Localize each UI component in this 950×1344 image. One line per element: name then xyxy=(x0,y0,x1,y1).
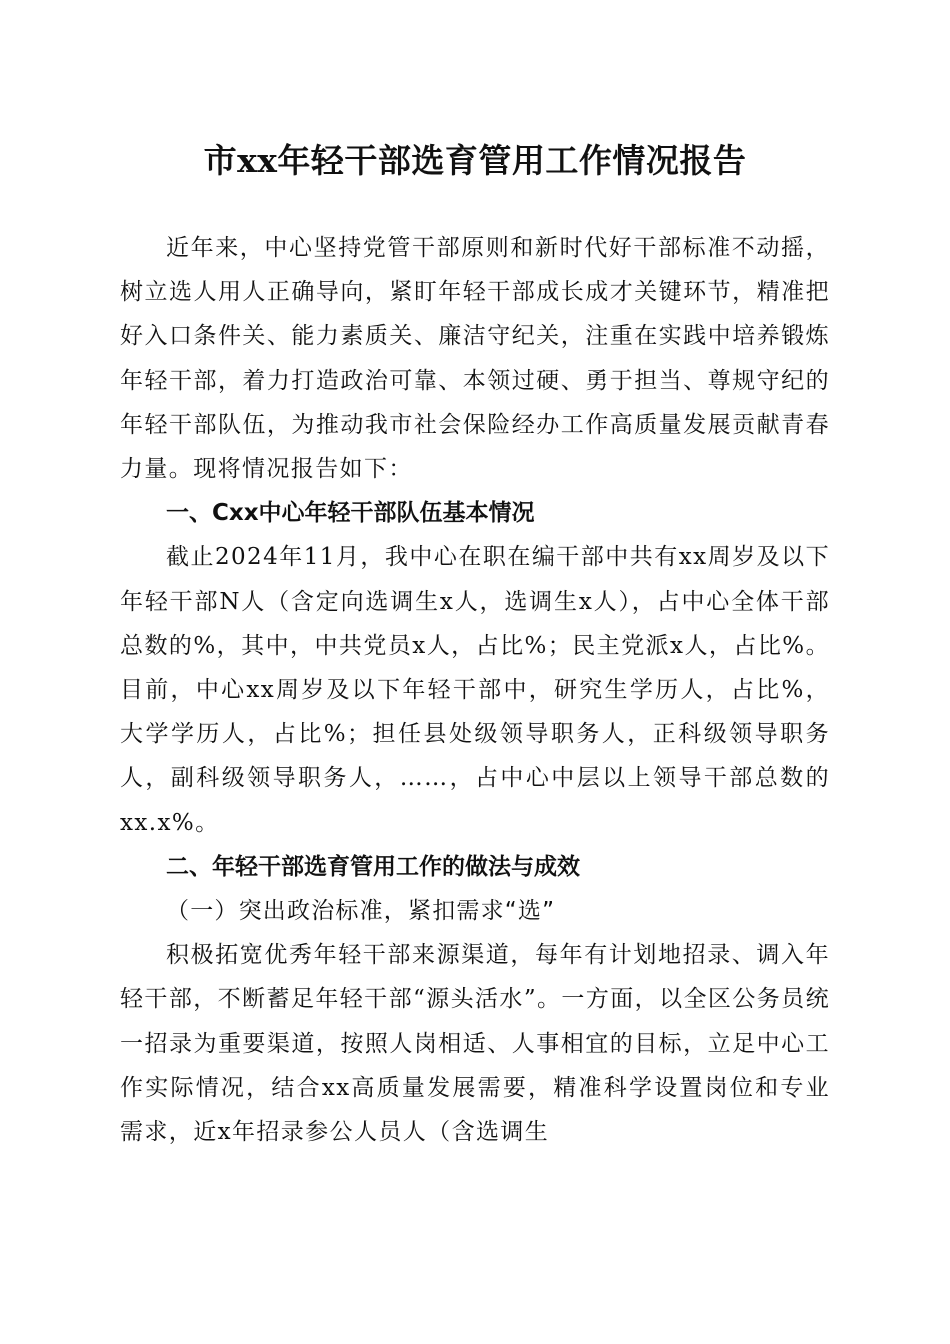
section-1-heading: 一、Cxx中心年轻干部队伍基本情况 xyxy=(166,500,535,527)
intro-paragraph: 近年来，中心坚持党管干部原则和新时代好干部标准不动摇，树立选人用人正确导向，紧盯年轻干部成长成才关键环节，精准把好入口条件关、能力素质关、廉洁守纪关，注重在实践中培养锻炼年轻干部，着力打造政治可靠、本领过硬、勇于担当、尊规守纪的年轻干部队伍，为推动我市社会保险经办工作高质量发展贡献青春力量。现将情况报告如下： xyxy=(120,235,830,483)
section-2-heading: 二、年轻干部选育管用工作的做法与成效 xyxy=(166,853,580,880)
document-body xyxy=(120,226,830,1154)
section-1-paragraph: 截止2024年11月，我中心在职在编干部中共有xx周岁及以下年轻干部N人（含定向选调生x人，选调生x人），占中心全体干部总数的%，其中，中共党员x人，占比%；民主党派x人，占比%。目前，中心xx周岁及以下年轻干部中，研究生学历人，占比%，大学学历人，占比%；担任县处级领导职务人，正科级领导职务人，副科级领导职务人，……，占中心中层以上领导干部总数的xx.x%。 xyxy=(120,544,830,836)
section-2-paragraph: 积极拓宽优秀年轻干部来源渠道，每年有计划地招录、调入年轻干部，不断蓄足年轻干部“源头活水”。一方面，以全区公务员统一招录为重要渠道，按照人岗相适、人事相宜的目标，立足中心工作实际情况，结合xx高质量发展需要，精准科学设置岗位和专业需求，近x年招录参公人员人（含选调生 xyxy=(120,942,830,1146)
document-title: 市xx年轻干部选育管用工作情况报告 xyxy=(203,141,747,180)
section-2-subheading: （一）突出政治标准，紧扣需求“选” xyxy=(166,898,556,925)
